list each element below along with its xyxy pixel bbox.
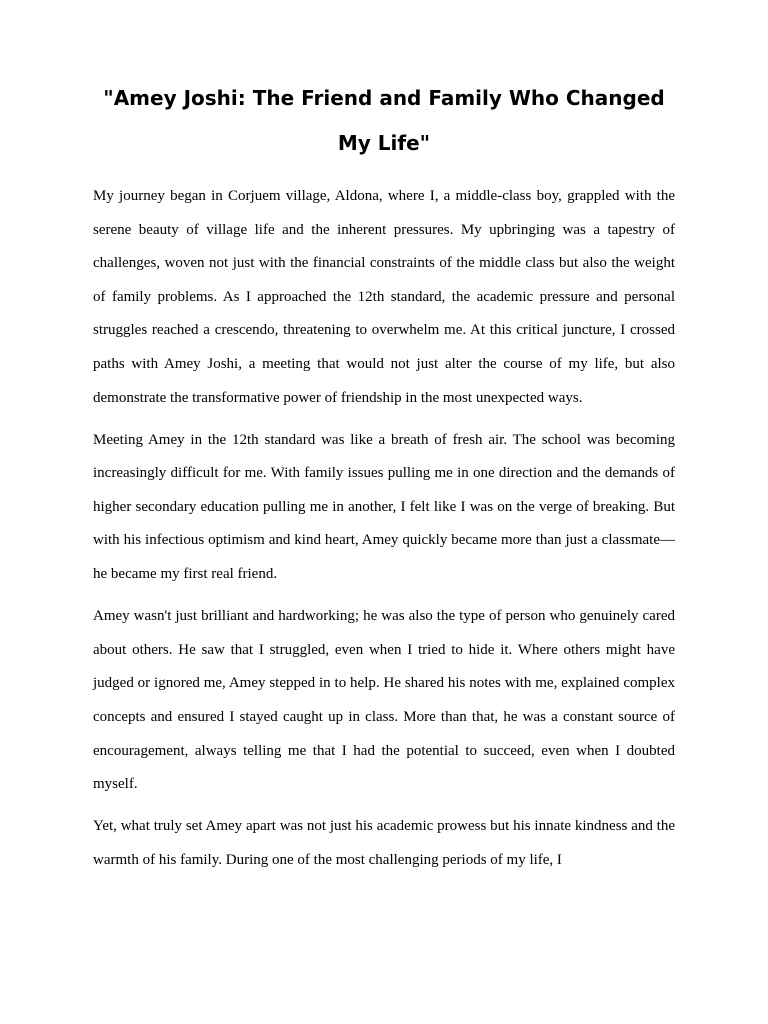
document-body bbox=[93, 180, 675, 886]
paragraph: Meeting Amey in the 12th standard was like a breath of fresh air. The school was becoming increasingly difficult for me. With family issues pulling me in one direction and the demands of higher secondary education pulling me in another, I felt like I was on the verge of breaking. But with his infectious optimism and kind heart, Amey quickly became more than just a classmate—he became my first real friend. bbox=[93, 431, 675, 583]
paragraph: Yet, what truly set Amey apart was not just his academic prowess but his innate kindness and the warmth of his family. During one of the most challenging periods of my life, I bbox=[93, 818, 675, 868]
paragraph: My journey began in Corjuem village, Aldona, where I, a middle-class boy, grappled with the serene beauty of village life and the inherent pressures. My upbringing was a tapestry of challenges, woven not just with the financial constraints of the middle class but also the weight of family problems. As I approached the 12th standard, the academic pressure and personal struggles reached a crescendo, threatening to overwhelm me. At this critical juncture, I crossed paths with Amey Joshi, a meeting that would not just alter the course of my life, but also demonstrate the transformative power of friendship in the most unexpected ways. bbox=[93, 188, 675, 406]
paragraph: Amey wasn't just brilliant and hardworking; he was also the type of person who genuinely cared about others. He saw that I struggled, even when I tried to hide it. Where others might have judged or ignored me, Amey stepped in to help. He shared his notes with me, explained complex concepts and ensured I stayed caught up in class. More than that, he was a constant source of encouragement, always telling me that I had the potential to succeed, even when I doubted myself. bbox=[93, 608, 675, 793]
document-title: "Amey Joshi: The Friend and Family Who Changed My Life" bbox=[103, 86, 665, 155]
